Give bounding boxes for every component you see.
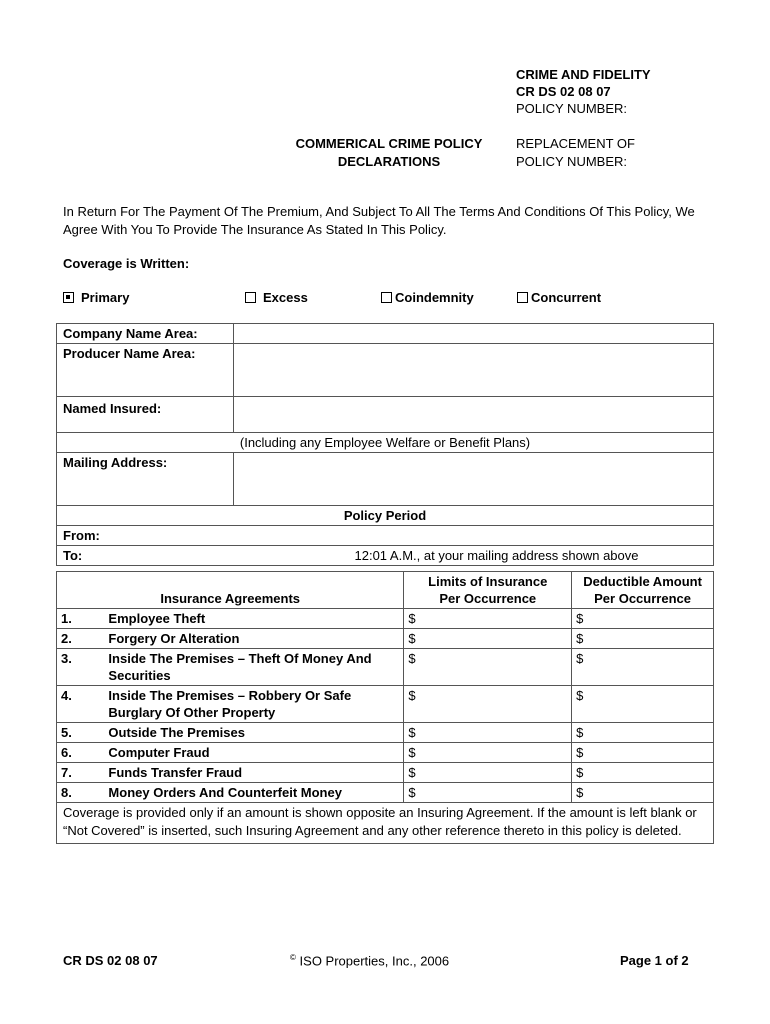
row-deductible[interactable]: $ [572, 783, 714, 803]
including-note: (Including any Employee Welfare or Benefit Plans) [57, 433, 714, 453]
limits-header-line1: Limits of Insurance [428, 574, 548, 589]
row-agreement-line2: Securities [108, 668, 171, 683]
row-deductible[interactable]: $ [572, 723, 714, 743]
table-row [57, 783, 714, 803]
row-deductible[interactable]: $ [572, 686, 714, 723]
row-deductible[interactable]: $ [572, 649, 714, 686]
table-row [57, 629, 714, 649]
coverage-option-primary[interactable] [63, 290, 129, 305]
row-number: 7. [57, 763, 105, 783]
company-name-field[interactable] [233, 324, 713, 344]
row-agreement: Computer Fraud [104, 743, 403, 763]
row-agreement [104, 649, 403, 686]
agreements-column-header: Insurance Agreements [57, 572, 404, 609]
coverage-note: Coverage is provided only if an amount is shown opposite an Insuring Agreement. If the amount is left blank or “Not Covered” is inserted, such Insuring Agreement and any other reference thereto in this policy is deleted. [57, 803, 714, 844]
coverage-option-label: Coindemnity [395, 290, 474, 305]
coverage-option-label: Excess [263, 290, 308, 305]
row-agreement-line2: Burglary Of Other Property [108, 705, 276, 720]
document-title [280, 135, 498, 171]
row-agreement: Funds Transfer Fraud [104, 763, 403, 783]
document-title-line1: COMMERICAL CRIME POLICY [295, 136, 483, 151]
row-number: 1. [57, 609, 105, 629]
table-row [57, 686, 714, 723]
row-agreement [104, 686, 403, 723]
coverage-option-excess[interactable] [245, 290, 308, 305]
deductible-header-line1: Deductible Amount [583, 574, 702, 589]
row-limit[interactable]: $ [404, 609, 572, 629]
footer-copyright [290, 953, 449, 968]
row-agreement: Outside The Premises [104, 723, 403, 743]
from-label[interactable]: From: [57, 526, 714, 546]
insurance-agreements-table [56, 571, 714, 844]
row-number: 5. [57, 723, 105, 743]
form-code: CR DS 02 08 07 [516, 84, 611, 99]
row-number: 2. [57, 629, 105, 649]
row-number: 8. [57, 783, 105, 803]
row-number: 4. [57, 686, 105, 723]
copyright-text: ISO Properties, Inc., 2006 [299, 953, 450, 969]
limits-header-line2: Per Occurrence [439, 591, 537, 606]
row-agreement-line1: Inside The Premises – Robbery Or Safe [108, 688, 352, 703]
row-limit[interactable]: $ [404, 686, 572, 723]
row-agreement: Forgery Or Alteration [104, 629, 403, 649]
checkbox-unchecked[interactable] [517, 292, 528, 303]
row-deductible[interactable]: $ [572, 609, 714, 629]
to-row[interactable] [57, 546, 714, 566]
deductible-header-line2: Per Occurrence [594, 591, 691, 606]
row-limit[interactable]: $ [404, 723, 572, 743]
table-row [57, 723, 714, 743]
table-row [57, 609, 714, 629]
policy-info-table [56, 323, 714, 566]
row-limit[interactable]: $ [404, 743, 572, 763]
form-header [516, 66, 651, 117]
named-insured-field[interactable] [233, 397, 713, 433]
coverage-option-label: Concurrent [531, 290, 602, 305]
deductible-column-header [572, 572, 714, 609]
policy-period-label: Policy Period [57, 506, 714, 526]
checkbox-unchecked[interactable] [245, 292, 256, 303]
coverage-title: Coverage is Written: [63, 256, 190, 271]
producer-name-field[interactable] [233, 344, 713, 397]
mailing-address-field[interactable] [233, 453, 713, 506]
copyright-symbol: © [290, 953, 296, 962]
company-name-label: Company Name Area: [57, 324, 234, 344]
row-deductible[interactable]: $ [572, 763, 714, 783]
table-row [57, 649, 714, 686]
document-title-line2: DECLARATIONS [337, 154, 441, 169]
coverage-option-label: Primary [81, 290, 130, 305]
row-limit[interactable]: $ [404, 763, 572, 783]
row-deductible[interactable]: $ [572, 743, 714, 763]
coverage-option-coindemnity[interactable] [381, 290, 474, 305]
replacement-line2: POLICY NUMBER: [516, 154, 628, 169]
producer-name-label: Producer Name Area: [57, 344, 234, 397]
row-agreement-line1: Inside The Premises – Theft Of Money And [108, 651, 372, 666]
row-limit[interactable]: $ [404, 629, 572, 649]
named-insured-label: Named Insured: [57, 397, 234, 433]
table-row [57, 763, 714, 783]
row-number: 3. [57, 649, 105, 686]
mailing-address-label: Mailing Address: [57, 453, 234, 506]
row-agreement: Employee Theft [104, 609, 403, 629]
row-agreement: Money Orders And Counterfeit Money [104, 783, 403, 803]
intro-paragraph: In Return For The Payment Of The Premium, And Subject To All The Terms And Conditions Of This Policy, We Agree With You To Provide The Insurance As Stated In This Policy. [63, 204, 695, 237]
policy-number-label: POLICY NUMBER: [516, 101, 628, 116]
row-limit[interactable]: $ [404, 783, 572, 803]
row-number: 6. [57, 743, 105, 763]
to-note: 12:01 A.M., at your mailing address shown above [354, 548, 639, 563]
row-limit[interactable]: $ [404, 649, 572, 686]
to-label: To: [63, 548, 83, 563]
table-row [57, 743, 714, 763]
form-title: CRIME AND FIDELITY [516, 67, 651, 82]
limits-column-header [404, 572, 572, 609]
checkbox-checked[interactable] [63, 292, 74, 303]
footer-page-number: Page 1 of 2 [620, 953, 689, 968]
checkbox-unchecked[interactable] [381, 292, 392, 303]
row-deductible[interactable]: $ [572, 629, 714, 649]
replacement-line1: REPLACEMENT OF [516, 136, 635, 151]
coverage-option-concurrent[interactable] [517, 290, 601, 305]
footer-form-code: CR DS 02 08 07 [63, 953, 158, 968]
replacement-policy [516, 135, 635, 171]
